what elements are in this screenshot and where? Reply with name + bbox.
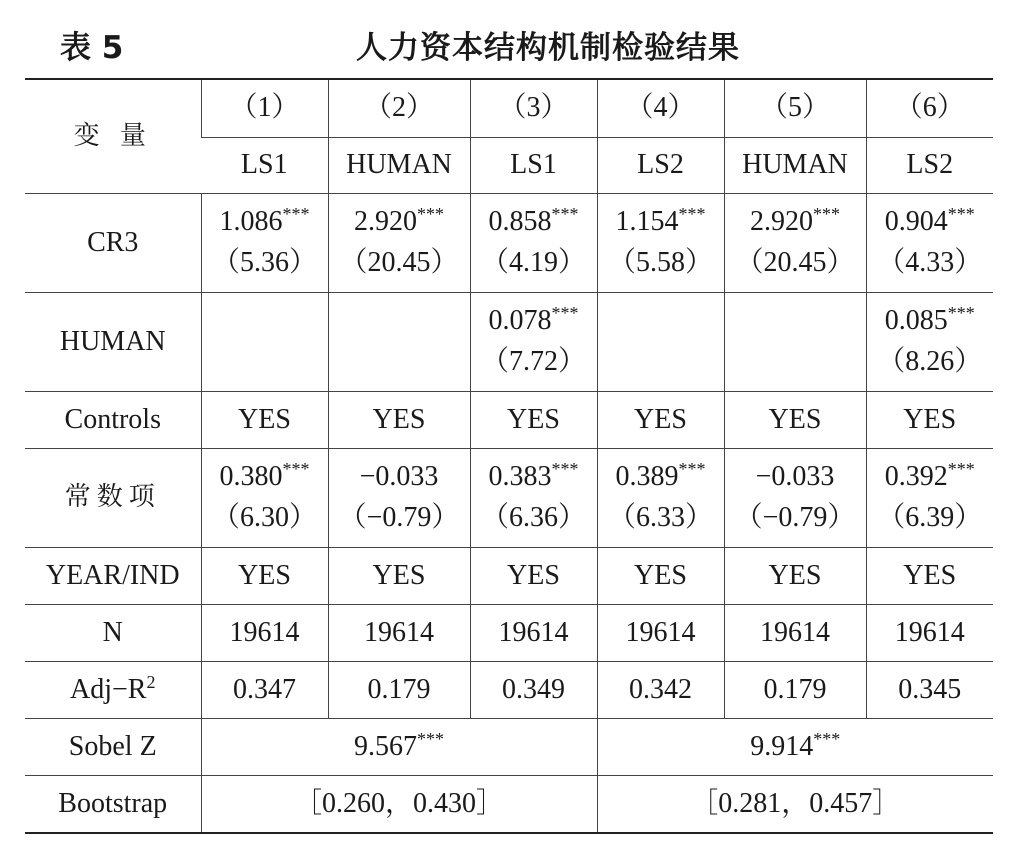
coef-cell: 2.920*** （20.45）	[724, 194, 866, 293]
bootstrap-left: ［0.260，0.430］	[201, 776, 597, 834]
dependent-variable: HUMAN	[328, 138, 470, 194]
table-row-bootstrap	[25, 776, 993, 834]
coef-cell: 0.858*** （4.19）	[470, 194, 597, 293]
table-row-cr3	[25, 194, 993, 293]
regression-table	[25, 78, 993, 834]
table-row-controls	[25, 392, 993, 449]
dependent-variable: LS2	[597, 138, 724, 194]
coef-cell: 0.085*** （8.26）	[866, 293, 993, 392]
value-cell: YES	[201, 548, 328, 605]
table-row-year-ind	[25, 548, 993, 605]
table-title: 人力资本结构机制检验结果	[356, 30, 740, 66]
value-cell: 19614	[201, 605, 328, 662]
value-cell: 19614	[597, 605, 724, 662]
row-label: 常数项	[25, 449, 201, 548]
coef-cell: 1.086*** （5.36）	[201, 194, 328, 293]
coef-cell: 0.904*** （4.33）	[866, 194, 993, 293]
sobel-left: 9.567***	[201, 719, 597, 776]
row-label: N	[25, 605, 201, 662]
coef-cell: 0.392*** （6.39）	[866, 449, 993, 548]
row-label: Bootstrap	[25, 776, 201, 834]
value-cell: YES	[328, 548, 470, 605]
coef-cell: 1.154*** （5.58）	[597, 194, 724, 293]
value-cell: 19614	[866, 605, 993, 662]
header-row-columns	[25, 79, 993, 138]
value-cell: YES	[470, 392, 597, 449]
value-cell: 19614	[470, 605, 597, 662]
value-cell: 19614	[724, 605, 866, 662]
value-cell: 19614	[328, 605, 470, 662]
table-row-human	[25, 293, 993, 392]
coef-cell: 0.389*** （6.33）	[597, 449, 724, 548]
column-number: （2）	[328, 79, 470, 138]
table-row-sobel	[25, 719, 993, 776]
empty-cell	[724, 293, 866, 392]
dependent-variable: LS2	[866, 138, 993, 194]
dependent-variable: LS1	[201, 138, 328, 194]
value-cell: YES	[470, 548, 597, 605]
value-cell: YES	[597, 392, 724, 449]
table-caption	[60, 18, 990, 66]
value-cell: YES	[597, 548, 724, 605]
value-cell: YES	[724, 548, 866, 605]
row-label: HUMAN	[25, 293, 201, 392]
coef-cell: 2.920*** （20.45）	[328, 194, 470, 293]
value-cell: 0.347	[201, 662, 328, 719]
column-number: （1）	[201, 79, 328, 138]
value-cell: YES	[328, 392, 470, 449]
sobel-right: 9.914***	[597, 719, 993, 776]
value-cell: 0.349	[470, 662, 597, 719]
row-label: CR3	[25, 194, 201, 293]
value-cell: 0.179	[328, 662, 470, 719]
bootstrap-right: ［0.281，0.457］	[597, 776, 993, 834]
row-label: Sobel Z	[25, 719, 201, 776]
column-number: （6）	[866, 79, 993, 138]
value-cell: YES	[724, 392, 866, 449]
row-label: $Adj-R^2$	[25, 662, 201, 719]
value-cell: YES	[866, 392, 993, 449]
coef-cell: 0.383*** （6.36）	[470, 449, 597, 548]
column-number: （3）	[470, 79, 597, 138]
column-number: （5）	[724, 79, 866, 138]
value-cell: 0.345	[866, 662, 993, 719]
variable-header: 变 量	[25, 79, 201, 194]
coef-cell: −0.033 （−0.79）	[328, 449, 470, 548]
coef-cell: 0.380*** （6.30）	[201, 449, 328, 548]
column-number: （4）	[597, 79, 724, 138]
coef-cell: 0.078*** （7.72）	[470, 293, 597, 392]
dependent-variable: LS1	[470, 138, 597, 194]
table-row-n	[25, 605, 993, 662]
table-number: 表 5	[60, 30, 124, 66]
row-label: Controls	[25, 392, 201, 449]
empty-cell	[328, 293, 470, 392]
dependent-variable: HUMAN	[724, 138, 866, 194]
value-cell: YES	[866, 548, 993, 605]
value-cell: 0.342	[597, 662, 724, 719]
row-label: YEAR/IND	[25, 548, 201, 605]
empty-cell	[597, 293, 724, 392]
table-row-adj-r2	[25, 662, 993, 719]
table-row-constant	[25, 449, 993, 548]
empty-cell	[201, 293, 328, 392]
coef-cell: −0.033 （−0.79）	[724, 449, 866, 548]
value-cell: 0.179	[724, 662, 866, 719]
value-cell: YES	[201, 392, 328, 449]
